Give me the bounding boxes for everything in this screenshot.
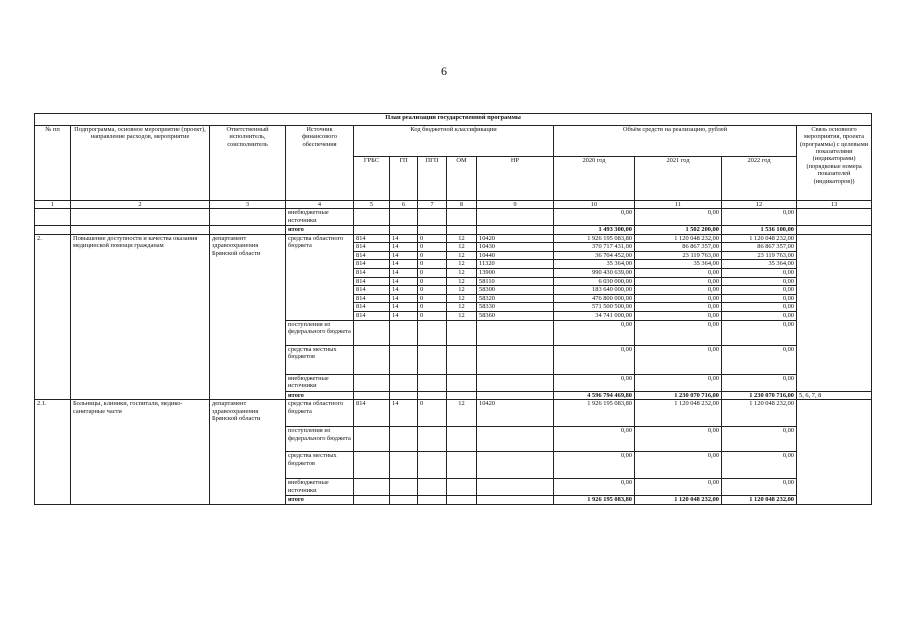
amount-2020: 36 704 452,00 (554, 251, 635, 260)
gp-cell: 14 (390, 251, 418, 260)
om-cell: 12 (447, 400, 477, 427)
item-number: 2. (35, 234, 71, 400)
item-number: 2.1. (35, 400, 71, 505)
om-cell: 12 (447, 286, 477, 295)
item-executor: департамент здравоохранения Брянской области (210, 234, 286, 400)
item-name: Повышение доступности и качества оказания медицинской помощи гражданам (71, 234, 210, 400)
source-cell: внебюджетные источники (286, 479, 354, 496)
header-source: Источник финансового обеспечения (286, 126, 354, 201)
source-cell: средства местных бюджетов (286, 452, 354, 479)
grbs-cell: 814 (354, 251, 390, 260)
nr-cell: 10420 (477, 234, 554, 243)
amount-2022: 0,00 (722, 479, 797, 496)
amount-2020: 990 430 639,00 (554, 268, 635, 277)
header-nr: НР (477, 157, 554, 201)
amount-2022: 0,00 (722, 427, 797, 452)
header-grbs: ГРБС (354, 157, 390, 201)
pgp-cell: 0 (418, 294, 447, 303)
header-link: Связь основного мероприятия, проекта (программы) с целевыми показателями (индикаторами) (порядковые номера показателей (индикаторов)) (797, 126, 872, 201)
amount-2021: 23 119 763,00 (635, 251, 722, 260)
gp-cell: 14 (390, 277, 418, 286)
amount-2022: 0,00 (722, 268, 797, 277)
amount-2020: 476 800 000,00 (554, 294, 635, 303)
grbs-cell: 814 (354, 286, 390, 295)
col-number: 13 (797, 201, 872, 209)
pgp-cell: 0 (418, 268, 447, 277)
amount-2020: 0,00 (554, 479, 635, 496)
nr-cell: 58110 (477, 277, 554, 286)
amount-2021: 0,00 (635, 303, 722, 312)
amount-2020: 571 500 500,00 (554, 303, 635, 312)
header-gp: ГП (390, 157, 418, 201)
nr-cell: 58300 (477, 286, 554, 295)
source-cell: внебюджетные источники (286, 209, 354, 226)
amount-2022: 0,00 (722, 209, 797, 226)
amount-2022: 0,00 (722, 311, 797, 320)
om-cell: 12 (447, 294, 477, 303)
gp-cell: 14 (390, 268, 418, 277)
col-number: 9 (477, 201, 554, 209)
total-label: итого (286, 391, 354, 400)
source-cell: средства областного бюджета (286, 234, 354, 320)
nr-cell: 13900 (477, 268, 554, 277)
total-label: итого (286, 226, 354, 235)
total-2021: 1 502 200,00 (635, 226, 722, 235)
col-number: 2 (71, 201, 210, 209)
amount-2020: 183 640 000,00 (554, 286, 635, 295)
total-label: итого (286, 496, 354, 505)
gp-cell: 14 (390, 286, 418, 295)
header-2020: 2020 год (554, 157, 635, 201)
amount-2021: 0,00 (635, 374, 722, 391)
amount-2021: 0,00 (635, 268, 722, 277)
program-plan-table (34, 113, 872, 505)
indicator-link: 5, 6, 7, 8 (797, 391, 872, 400)
amount-2021: 1 120 048 232,00 (635, 400, 722, 427)
header-pgp: ПГП (418, 157, 447, 201)
amount-2021: 0,00 (635, 311, 722, 320)
pgp-cell: 0 (418, 243, 447, 252)
gp-cell: 14 (390, 243, 418, 252)
pgp-cell: 0 (418, 400, 447, 427)
amount-2022: 0,00 (722, 277, 797, 286)
total-2020: 1 493 300,00 (554, 226, 635, 235)
om-cell: 12 (447, 311, 477, 320)
pgp-cell: 0 (418, 286, 447, 295)
grbs-cell: 814 (354, 294, 390, 303)
source-cell: средства местных бюджетов (286, 345, 354, 374)
col-number: 8 (447, 201, 477, 209)
amount-2021: 0,00 (635, 320, 722, 345)
amount-2022: 0,00 (722, 452, 797, 479)
nr-cell: 10430 (477, 243, 554, 252)
amount-2021: 0,00 (635, 452, 722, 479)
gp-cell: 14 (390, 311, 418, 320)
gp-cell: 14 (390, 303, 418, 312)
amount-2022: 0,00 (722, 303, 797, 312)
om-cell: 12 (447, 268, 477, 277)
om-cell: 12 (447, 243, 477, 252)
amount-2021: 0,00 (635, 427, 722, 452)
nr-cell: 11320 (477, 260, 554, 269)
amount-2020: 0,00 (554, 452, 635, 479)
table-title: План реализации государственной программы (35, 114, 872, 126)
header-executor: Ответственный исполнитель, соисполнитель (210, 126, 286, 201)
header-om: ОМ (447, 157, 477, 201)
amount-2022: 1 120 048 232,00 (722, 400, 797, 427)
amount-2022: 0,00 (722, 374, 797, 391)
header-volume: Объём средств на реализацию, рублей (554, 126, 797, 157)
amount-2020: 1 926 195 083,80 (554, 400, 635, 427)
amount-2020: 34 741 000,00 (554, 311, 635, 320)
item-name: Больницы, клиники, госпитали, медико-санитарные части (71, 400, 210, 505)
amount-2020: 0,00 (554, 209, 635, 226)
col-number: 3 (210, 201, 286, 209)
pgp-cell: 0 (418, 277, 447, 286)
col-number: 4 (286, 201, 354, 209)
source-cell: средства областного бюджета (286, 400, 354, 427)
amount-2022: 0,00 (722, 286, 797, 295)
total-2022: 1 536 100,00 (722, 226, 797, 235)
source-cell: внебюджетные источники (286, 374, 354, 391)
amount-2022: 23 119 763,00 (722, 251, 797, 260)
amount-2021: 86 867 357,00 (635, 243, 722, 252)
amount-2020: 370 717 431,00 (554, 243, 635, 252)
amount-2021: 1 120 048 232,00 (635, 234, 722, 243)
header-program: Подпрограмма, основное мероприятие (проект), направление расходов, мероприятие (71, 126, 210, 201)
pgp-cell: 0 (418, 251, 447, 260)
grbs-cell: 814 (354, 234, 390, 243)
header-num: № пп (35, 126, 71, 201)
page-number: 6 (441, 64, 447, 78)
om-cell: 12 (447, 277, 477, 286)
total-2021: 1 120 048 232,00 (635, 496, 722, 505)
col-number: 12 (722, 201, 797, 209)
pgp-cell: 0 (418, 303, 447, 312)
header-kbk: Код бюджетной классификации (354, 126, 554, 157)
amount-2022: 86 867 357,00 (722, 243, 797, 252)
header-2022: 2022 год (722, 157, 797, 201)
grbs-cell: 814 (354, 260, 390, 269)
gp-cell: 14 (390, 294, 418, 303)
amount-2022: 0,00 (722, 345, 797, 374)
amount-2021: 0,00 (635, 294, 722, 303)
nr-cell: 10420 (477, 400, 554, 427)
grbs-cell: 814 (354, 303, 390, 312)
amount-2022: 0,00 (722, 294, 797, 303)
amount-2020: 0,00 (554, 345, 635, 374)
amount-2020: 0,00 (554, 320, 635, 345)
pgp-cell: 0 (418, 234, 447, 243)
nr-cell: 10440 (477, 251, 554, 260)
amount-2021: 0,00 (635, 286, 722, 295)
amount-2020: 0,00 (554, 427, 635, 452)
om-cell: 12 (447, 251, 477, 260)
col-number: 10 (554, 201, 635, 209)
col-number: 5 (354, 201, 390, 209)
pgp-cell: 0 (418, 311, 447, 320)
col-number: 6 (390, 201, 418, 209)
amount-2022: 1 120 048 232,00 (722, 234, 797, 243)
item-executor: департамент здравоохранения Брянской области (210, 400, 286, 505)
header-2021: 2021 год (635, 157, 722, 201)
total-2022: 1 120 048 232,00 (722, 496, 797, 505)
om-cell: 12 (447, 260, 477, 269)
amount-2020: 35 364,00 (554, 260, 635, 269)
amount-2021: 0,00 (635, 479, 722, 496)
grbs-cell: 814 (354, 243, 390, 252)
om-cell: 12 (447, 234, 477, 243)
amount-2020: 1 926 195 083,80 (554, 234, 635, 243)
grbs-cell: 814 (354, 277, 390, 286)
col-number: 11 (635, 201, 722, 209)
col-number: 7 (418, 201, 447, 209)
amount-2022: 0,00 (722, 320, 797, 345)
pgp-cell: 0 (418, 260, 447, 269)
nr-cell: 58320 (477, 294, 554, 303)
nr-cell: 58330 (477, 303, 554, 312)
col-number: 1 (35, 201, 71, 209)
grbs-cell: 814 (354, 400, 390, 427)
grbs-cell: 814 (354, 311, 390, 320)
amount-2022: 35 364,00 (722, 260, 797, 269)
gp-cell: 14 (390, 234, 418, 243)
grbs-cell: 814 (354, 268, 390, 277)
total-2020: 1 926 195 083,80 (554, 496, 635, 505)
amount-2021: 35 364,00 (635, 260, 722, 269)
gp-cell: 14 (390, 400, 418, 427)
nr-cell: 58360 (477, 311, 554, 320)
source-cell: поступления из федерального бюджета (286, 427, 354, 452)
om-cell: 12 (447, 303, 477, 312)
amount-2020: 0,00 (554, 374, 635, 391)
amount-2021: 0,00 (635, 277, 722, 286)
amount-2021: 0,00 (635, 209, 722, 226)
total-2021: 1 230 070 716,00 (635, 391, 722, 400)
amount-2021: 0,00 (635, 345, 722, 374)
source-cell: поступления из федерального бюджета (286, 320, 354, 345)
amount-2020: 6 030 000,00 (554, 277, 635, 286)
total-2020: 4 596 794 469,80 (554, 391, 635, 400)
total-2022: 1 230 070 716,00 (722, 391, 797, 400)
gp-cell: 14 (390, 260, 418, 269)
